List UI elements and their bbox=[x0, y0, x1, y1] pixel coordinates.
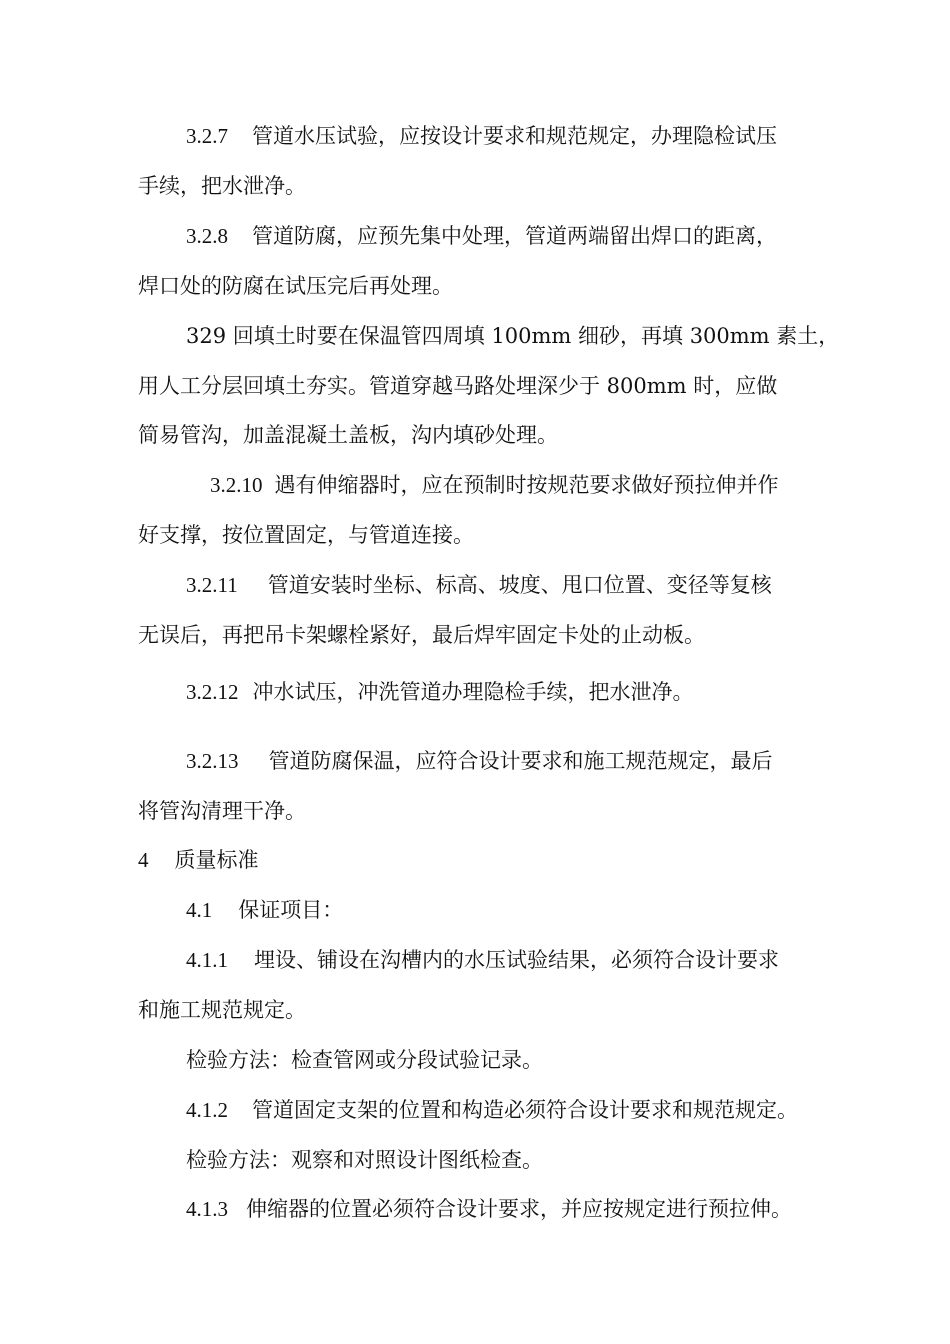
paragraph-text: 手续，把水泄净。 bbox=[138, 174, 306, 198]
section-number: 3.2.10 bbox=[210, 473, 263, 497]
section-number: 3.2.12 bbox=[186, 680, 239, 704]
paragraph-text: 和施工规范规定。 bbox=[138, 998, 306, 1022]
section-3-2-13-line-1 bbox=[186, 746, 773, 776]
section-number: 3.2.13 bbox=[186, 749, 239, 773]
section-number: 4.1 bbox=[186, 898, 213, 922]
heading-4-1 bbox=[186, 895, 343, 925]
paragraph-text: 无误后，再把吊卡架螺栓紧好，最后焊牢固定卡处的止动板。 bbox=[138, 623, 705, 647]
section-3-2-11-line-2 bbox=[138, 620, 705, 650]
paragraph-text: 管道防腐，应预先集中处理，管道两端留出焊口的距离， bbox=[252, 224, 777, 248]
section-3-2-7-line-2 bbox=[138, 171, 306, 201]
section-4-1-1-method bbox=[186, 1045, 543, 1075]
section-3-2-9-line-2 bbox=[138, 371, 777, 401]
paragraph-text: 遇有伸缩器时，应在预制时按规范要求做好预拉伸并作 bbox=[274, 473, 779, 497]
section-3-2-12-line-1 bbox=[186, 677, 694, 707]
inspection-method: 检验方法：检查管网或分段试验记录。 bbox=[186, 1048, 543, 1072]
paragraph-text: 用人工分层回填土夯实。管道穿越马路处埋深少于 800mm 时，应做 bbox=[138, 374, 778, 398]
section-number: 4.1.1 bbox=[186, 948, 228, 972]
section-3-2-10-line-2 bbox=[138, 520, 474, 550]
section-number: 4.1.2 bbox=[186, 1098, 228, 1122]
paragraph-text: 管道水压试验，应按设计要求和规范规定，办理隐检试压 bbox=[252, 124, 777, 148]
inspection-method: 检验方法：观察和对照设计图纸检查。 bbox=[186, 1148, 543, 1172]
paragraph-text: 329 回填土时要在保温管四周填 100mm 细砂，再填 300mm 素土， bbox=[186, 324, 840, 348]
section-3-2-11-line-1 bbox=[186, 570, 772, 600]
section-3-2-13-line-2 bbox=[138, 796, 306, 826]
paragraph-text: 管道固定支架的位置和构造必须符合设计要求和规范规定。 bbox=[252, 1098, 798, 1122]
paragraph-text: 管道安装时坐标、标高、坡度、甩口位置、变径等复核 bbox=[267, 573, 772, 597]
section-4-1-2-line-1 bbox=[186, 1095, 798, 1125]
section-3-2-9-line-3 bbox=[138, 420, 558, 450]
paragraph-text: 伸缩器的位置必须符合设计要求，并应按规定进行预拉伸。 bbox=[246, 1197, 792, 1221]
paragraph-text: 简易管沟，加盖混凝土盖板，沟内填砂处理。 bbox=[138, 423, 558, 447]
section-4-1-3-line-1 bbox=[186, 1194, 792, 1224]
section-title: 保证项目： bbox=[238, 898, 344, 922]
section-3-2-8-line-1 bbox=[186, 221, 777, 251]
section-3-2-10-line-1 bbox=[210, 470, 779, 500]
section-title: 质量标准 bbox=[174, 848, 259, 872]
paragraph-text: 焊口处的防腐在试压完后再处理。 bbox=[138, 274, 453, 298]
paragraph-text: 埋设、铺设在沟槽内的水压试验结果，必须符合设计要求 bbox=[254, 948, 779, 972]
section-4-1-1-line-2 bbox=[138, 995, 306, 1025]
section-number: 3.2.7 bbox=[186, 124, 228, 148]
section-3-2-9-line-1 bbox=[186, 321, 839, 351]
paragraph-text: 冲水试压，冲洗管道办理隐检手续，把水泄净。 bbox=[252, 680, 694, 704]
section-4-1-2-method bbox=[186, 1145, 543, 1175]
paragraph-text: 将管沟清理干净。 bbox=[138, 799, 306, 823]
section-number: 4.1.3 bbox=[186, 1197, 228, 1221]
paragraph-text: 好支撑，按位置固定，与管道连接。 bbox=[138, 523, 474, 547]
section-number: 3.2.8 bbox=[186, 224, 228, 248]
section-number: 3.2.11 bbox=[186, 573, 238, 597]
paragraph-text: 管道防腐保温，应符合设计要求和施工规范规定，最后 bbox=[268, 749, 773, 773]
section-3-2-8-line-2 bbox=[138, 271, 453, 301]
heading-4 bbox=[138, 845, 259, 875]
section-number: 4 bbox=[138, 848, 149, 872]
section-3-2-7-line-1 bbox=[186, 121, 777, 151]
section-4-1-1-line-1 bbox=[186, 945, 779, 975]
